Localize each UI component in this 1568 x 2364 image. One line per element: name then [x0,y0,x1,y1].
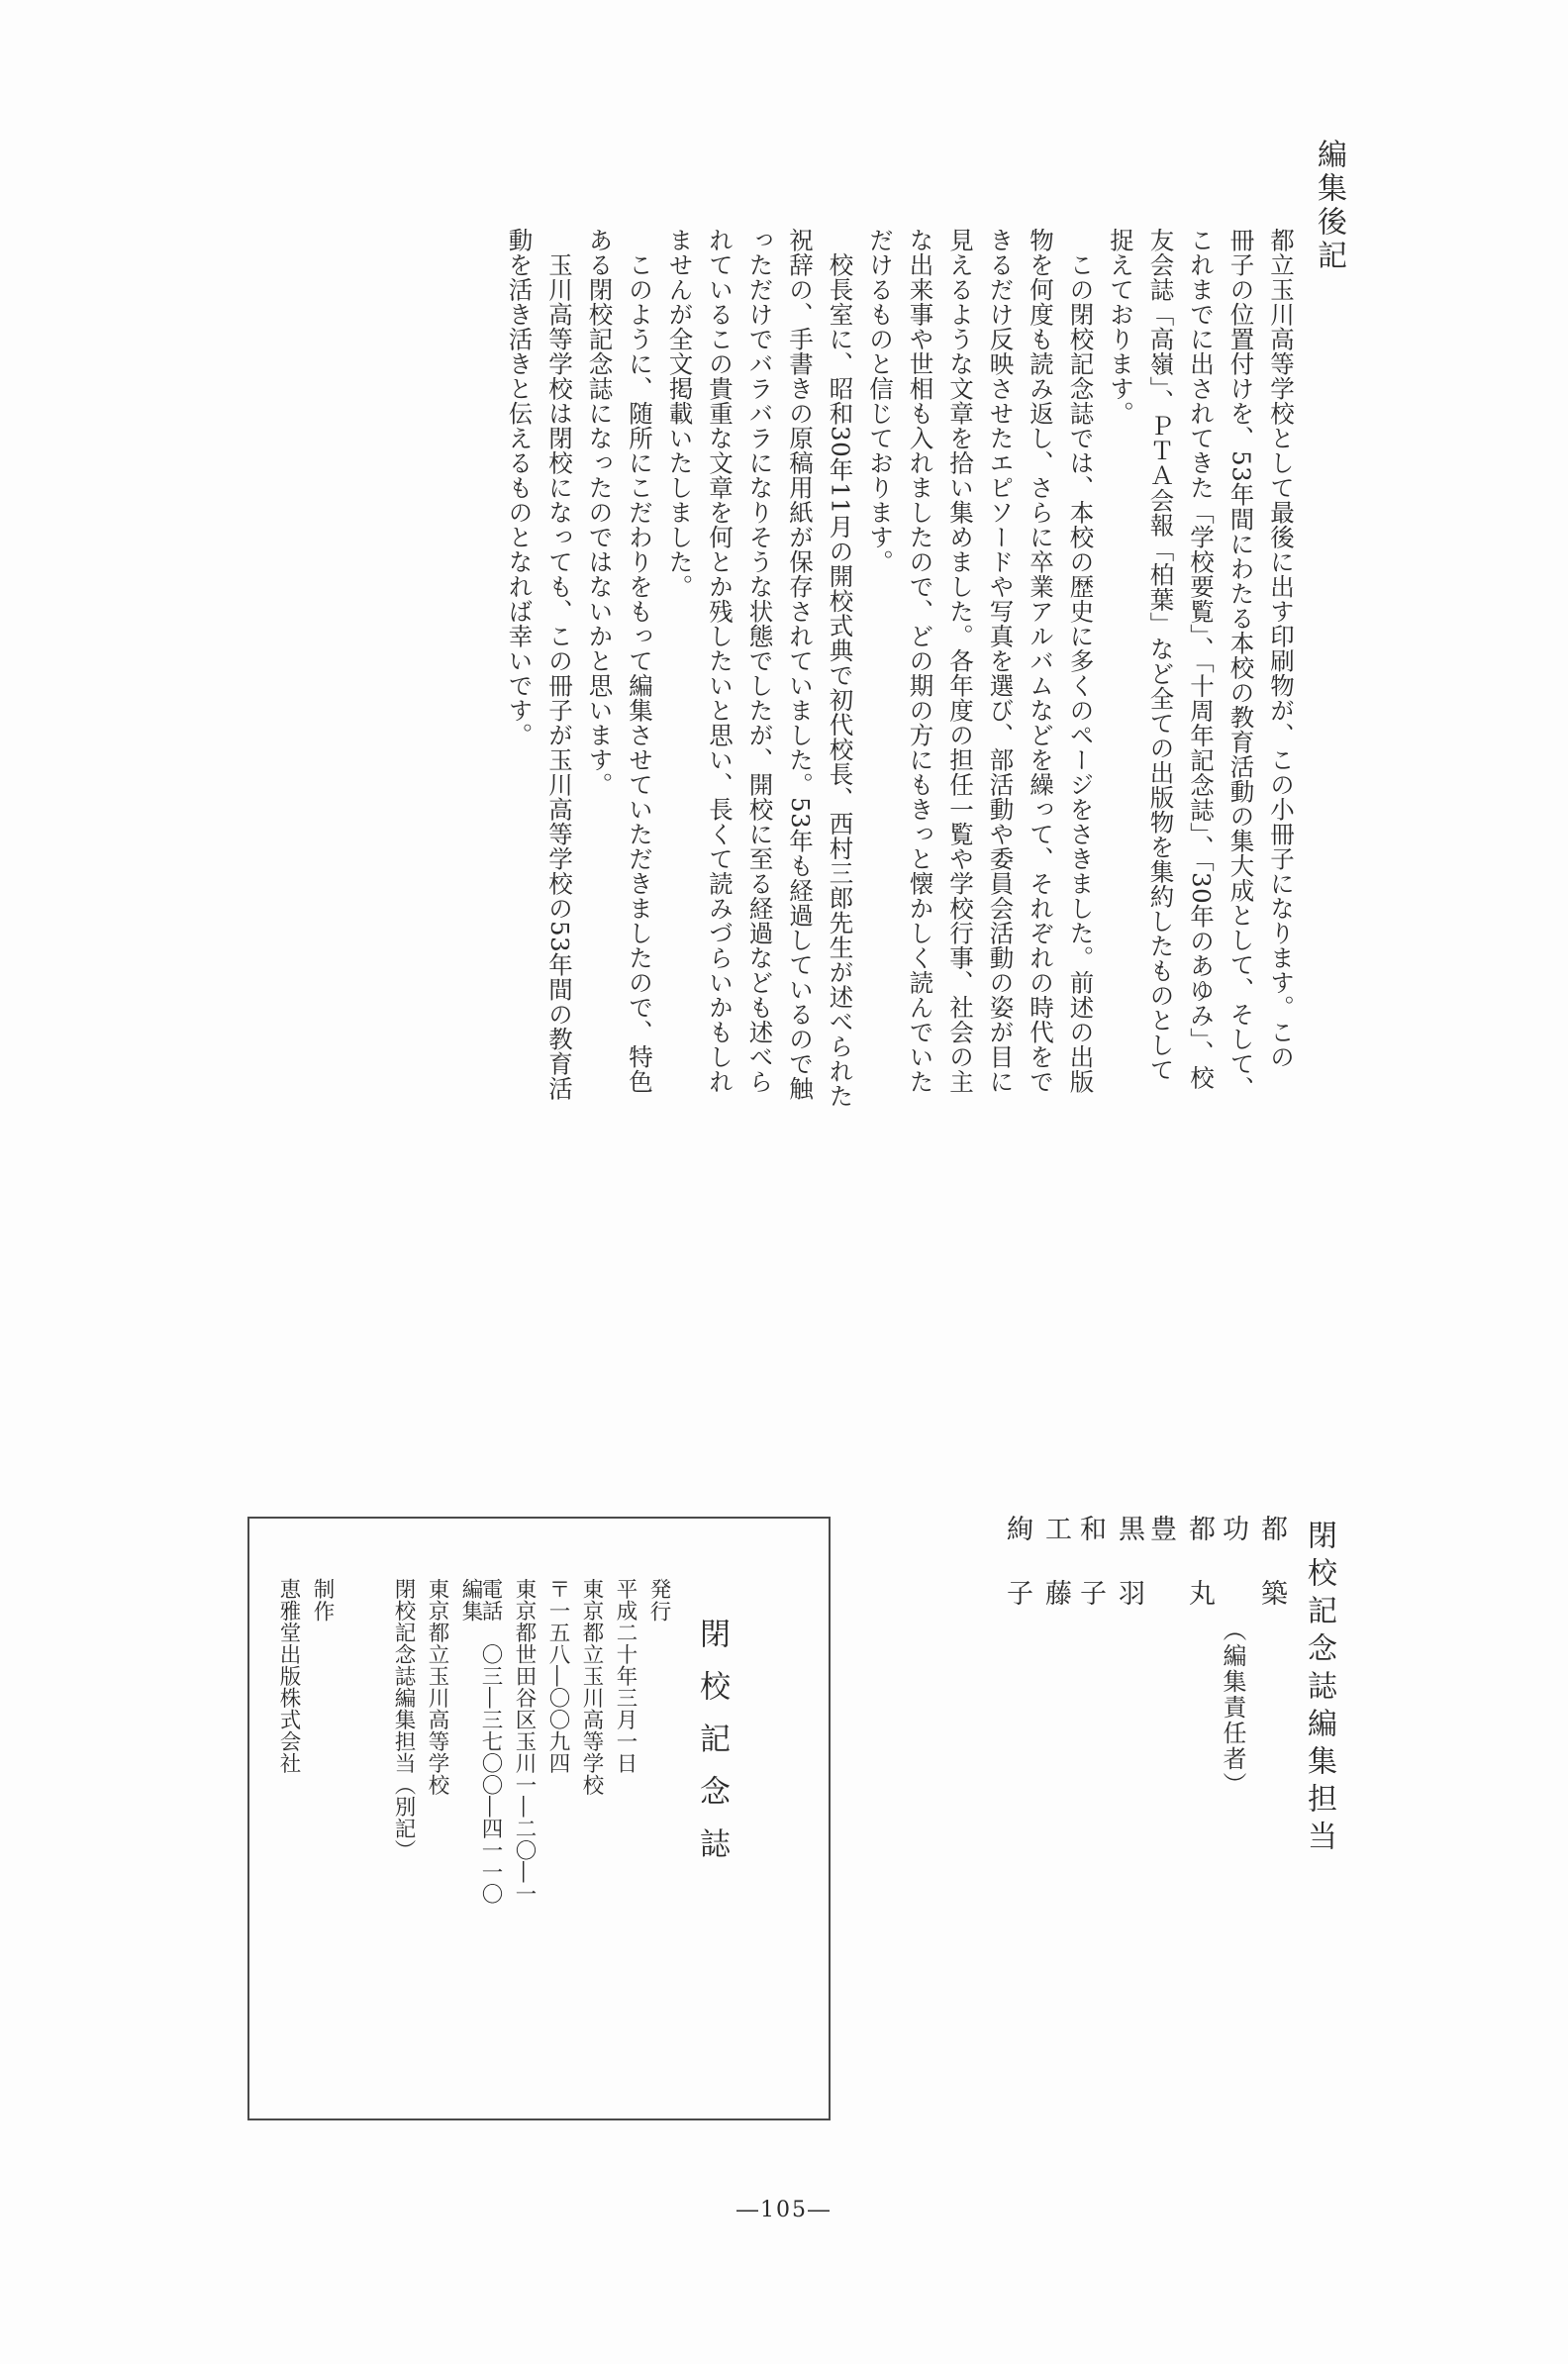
page-number: ―105― [736,2198,832,2222]
publisher-label: 発行 [646,1578,671,1623]
colophon-box [247,1517,831,2120]
editor-school: 東京都立玉川高等学校 [425,1578,449,1796]
afterword-line: ませんが全文掲載いたしました。 [665,228,695,599]
production-label: 制作 [310,1578,335,1623]
afterword-title: 編集後記 [1312,139,1346,273]
staff-given-name: 和子 [1075,1515,1106,1643]
staff-given-name: 功 [1218,1515,1248,1579]
afterword-line: これまでに出されてきた「学校要覧」、「十周年記念誌」、「30年のあゆみ」、校 [1187,228,1216,1090]
staff-surname: 都築 [1256,1515,1287,1643]
publisher-school: 東京都立玉川高等学校 [579,1578,604,1796]
postal-code: 〒一五八―〇〇九四 [545,1578,570,1774]
colophon-editor-entry [386,1578,487,1861]
staff-surname: 工藤 [1040,1515,1071,1643]
afterword-line: この閉校記念誌では、本校の歴史に多くのページをさきました。前述の出版 [1066,251,1096,1094]
staff-member [1071,1515,1148,1643]
afterword-line: ある閉校記念誌になったのではないかと思います。 [585,228,615,797]
afterword-line: 動を活き活きと伝えるものとなれば幸いです。 [505,228,535,747]
staff-role: （編集責任者） [1219,1618,1246,1798]
phone-number: 電話 〇三―三七〇〇―四一一〇 [478,1578,503,1905]
afterword-line: このように、随所にこだわりをもって編集させていただきましたので、特色 [626,251,654,1094]
afterword-line: な出来事や世相も入れましたので、どの期の方にもきっと懐かしく読んでいた [906,228,935,1094]
staff-member [1214,1515,1291,1798]
afterword-line: だけるものと信じております。 [866,228,895,574]
colophon-title: 閉校記念誌 [694,1618,730,1880]
afterword-line: きるだけ反映させたエピソードや写真を選び、部活動や委員会活動の姿が目に [986,228,1016,1094]
staff-surname: 黒羽 [1114,1515,1144,1643]
afterword-line: 友会誌「高嶺」、ＰＴＡ会報「柏葉」など全ての出版物を集約したものとして [1146,228,1176,1082]
staff-member [998,1515,1075,1643]
editor-staff: 閉校記念誌編集担当（別記） [391,1578,416,1861]
afterword-line: 冊子の位置付けを、53年間にわたる本校の教育活動の集大成として、そして、 [1226,228,1256,1102]
afterword-line: 玉川高等学校は閉校になっても、この冊子が玉川高等学校の53年間の教育活 [545,251,574,1101]
staff-given-name: 絢子 [1002,1515,1032,1643]
afterword-line: 捉えております。 [1107,228,1135,426]
production-company: 恵雅堂出版株式会社 [276,1578,301,1774]
afterword-line: 校長室に、昭和30年11月の開校式典で初代校長、西村三郎先生が述べられた [826,251,855,1108]
afterword-line: 都立玉川高等学校として最後に出す印刷物が、この小冊子になります。この [1267,228,1296,1069]
afterword-line: 祝辞の、手書きの原稿用紙が保存されていました。53年も経過しているので触 [786,228,815,1102]
publish-date: 平成二十年三月一日 [613,1578,637,1774]
staff-given-name: 豊 [1145,1515,1176,1579]
staff-member [1141,1515,1219,1643]
afterword-line: 物を何度も読み返し、さらに卒業アルバムなどを繰って、それぞれの時代をで [1027,228,1055,1094]
colophon-publisher-entry [473,1578,675,1905]
afterword-line: っただけでバラバラになりそうな状態でしたが、開校に至る経過なども述べら [745,228,775,1094]
afterword-line: 見えるような文章を拾い集めました。各年度の担任一覧や学校行事、社会の主 [946,228,975,1094]
afterword-line: れているこの貴重な文章を何とか残したいと思い、長くて読みづらいかもしれ [706,228,735,1094]
staff-surname: 都丸 [1184,1515,1215,1643]
afterword-body [499,228,1301,1108]
editor-label: 編集 [458,1578,483,1623]
staff-title: 閉校記念誌編集担当 [1302,1520,1336,1858]
colophon-production-entry [271,1578,339,1774]
address: 東京都世田谷区玉川一―二〇―一 [512,1578,537,1905]
